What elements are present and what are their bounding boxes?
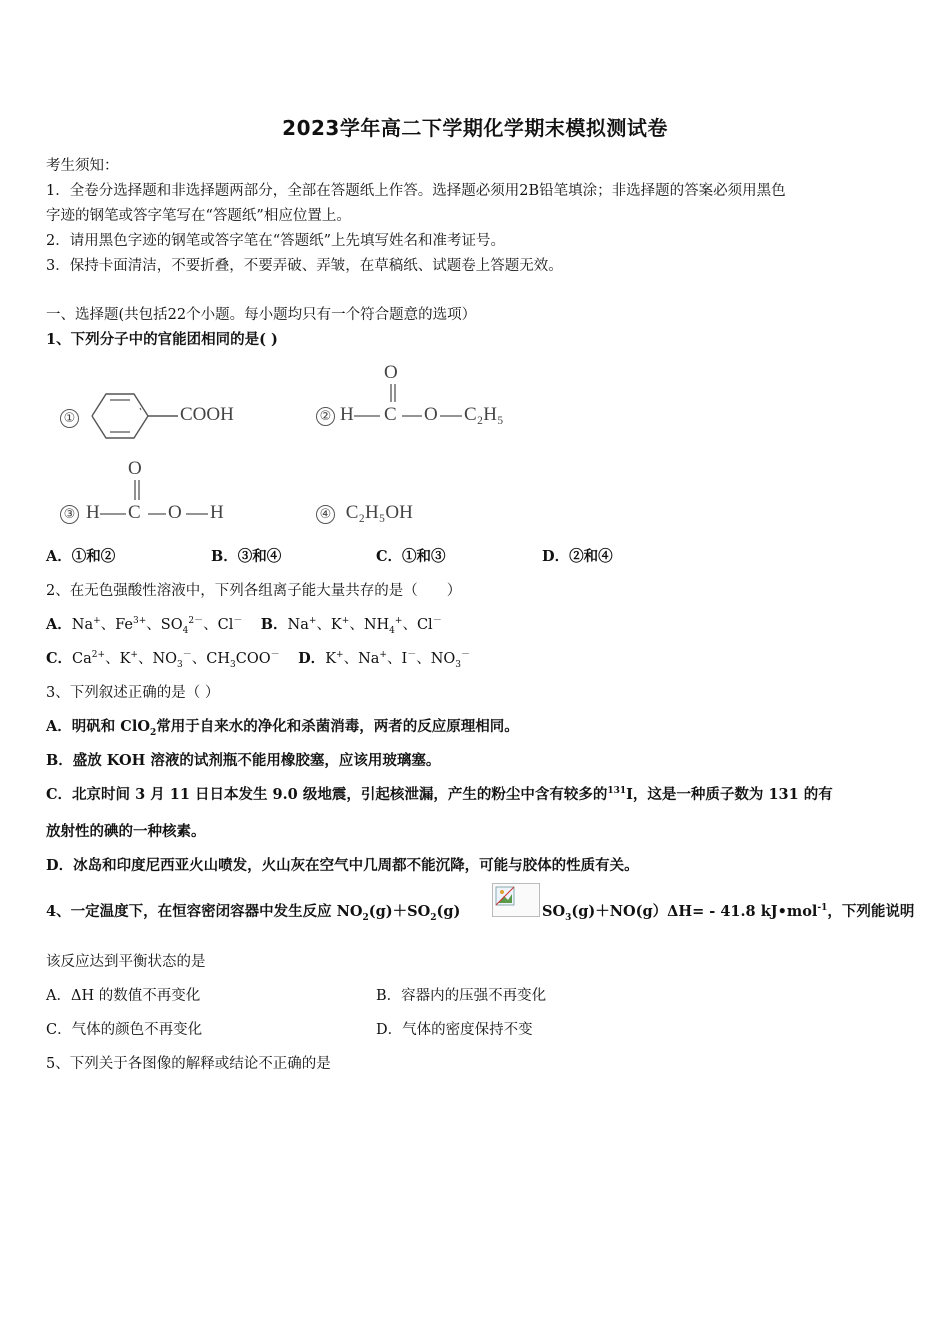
q2-options-ab: A．Na+、$Fe^{3+}$、$SO_4^{2-}$、Cl－ B．Na+、K+、$NH_4^+$、Cl－ bbox=[46, 616, 442, 636]
q3-option-c: C．北京时间 3 月 11 日日本发生 9.0 级地震，引起核泄漏，产生的粉尘中含有较多的$^{131}$I，这是一种质子数为 131 的有 bbox=[46, 786, 833, 803]
s3-o: O bbox=[168, 502, 182, 523]
broken-image-icon bbox=[495, 886, 517, 908]
section-heading: 一、选择题(共包括22个小题。每小题均只有一个符合题意的选项） bbox=[46, 307, 477, 323]
q4-option-b: B．容器内的压强不再变化 bbox=[376, 988, 547, 1004]
question-4-stem-part2: $SO_3(g)+NO(g)\Delta H= - 41.8$ kJ•mol$^{-1}$，下列能说明 bbox=[542, 903, 915, 923]
q3-option-d: D．冰岛和印度尼西亚火山喷发，火山灰在空气中几周都不能沉降，可能与胶体的性质有关。 bbox=[46, 857, 639, 874]
notice-item-1-cont: 字迹的钢笔或答字笔写在“答题纸”相应位置上。 bbox=[46, 208, 351, 224]
s2-o: O bbox=[424, 404, 438, 425]
page-title: 2023学年高二下学期化学期末模拟测试卷 bbox=[282, 116, 668, 140]
notice-item-3: 3．保持卡面清洁，不要折叠，不要弄破、弄皱，在草稿纸、试题卷上答题无效。 bbox=[46, 258, 563, 274]
label-1: ① bbox=[60, 409, 79, 428]
q1-option-b: B．③和④ bbox=[211, 548, 282, 565]
label-4: ④ bbox=[316, 505, 335, 524]
benzene-ring-icon bbox=[84, 388, 184, 448]
s3-h: H bbox=[86, 502, 100, 523]
s3-c: C bbox=[128, 502, 141, 523]
q3-option-c-cont: 放射性的碘的一种核素。 bbox=[46, 823, 206, 840]
s3-carbonyl-o: O bbox=[128, 458, 142, 479]
s3-h2: H bbox=[210, 502, 224, 523]
carboxyl-group: COOH bbox=[180, 404, 234, 425]
notice-item-1: 1．全卷分选择题和非选择题两部分，全部在答题纸上作答。选择题必须用2B铅笔填涂；非选择题的答案必须用黑色 bbox=[46, 183, 786, 199]
equilibrium-arrow-image bbox=[492, 883, 540, 917]
q2-options-cd: C．$Ca^{2+}$、K+、$NO_3^-$、$CH_3COO^-$ D．K+、Na+、I－、$NO_3^-$ bbox=[46, 650, 471, 670]
question-4-stem-cont: 该反应达到平衡状态的是 bbox=[46, 954, 206, 970]
label-2: ② bbox=[316, 407, 335, 426]
label-3: ③ bbox=[60, 505, 79, 524]
q4-option-a: A．ΔH 的数值不再变化 bbox=[46, 988, 201, 1004]
ethanol-formula: C₂H₅OH bbox=[345, 502, 413, 523]
q3-option-a: A．明矾和 ClO$_2$常用于自来水的净化和杀菌消毒，两者的反应原理相同。 bbox=[46, 718, 519, 738]
s2-carbonyl-o: O bbox=[384, 362, 398, 383]
q1-option-a: A．①和② bbox=[46, 548, 116, 565]
question-5-stem: 5、下列关于各图像的解释或结论不正确的是 bbox=[46, 1056, 331, 1072]
question-3-stem: 3、下列叙述正确的是（ ） bbox=[46, 685, 220, 701]
question-1-stem: 1、下列分子中的官能团相同的是( ) bbox=[46, 331, 278, 348]
s2-ethyl: C₂H₅ bbox=[464, 404, 504, 425]
s2-h: H bbox=[340, 404, 354, 425]
question-4-stem-part1: 4、一定温度下，在恒容密闭容器中发生反应 $NO_2(g)+SO_2(g)$ bbox=[46, 903, 461, 923]
q1-option-d: D．②和④ bbox=[542, 548, 613, 565]
q4-option-d: D．气体的密度保持不变 bbox=[376, 1022, 533, 1038]
notice-heading: 考生须知： bbox=[46, 158, 119, 174]
notice-item-2: 2．请用黑色字迹的钢笔或答字笔在“答题纸”上先填写姓名和准考证号。 bbox=[46, 233, 506, 249]
q4-option-c: C．气体的颜色不再变化 bbox=[46, 1022, 203, 1038]
s2-c: C bbox=[384, 404, 397, 425]
question-2-stem: 2、在无色强酸性溶液中，下列各组离子能大量共存的是（ ） bbox=[46, 583, 462, 599]
structure-4 bbox=[316, 502, 413, 524]
q1-option-c: C．①和③ bbox=[376, 548, 446, 565]
q3-option-b: B．盛放 KOH 溶液的试剂瓶不能用橡胶塞，应该用玻璃塞。 bbox=[46, 752, 441, 769]
